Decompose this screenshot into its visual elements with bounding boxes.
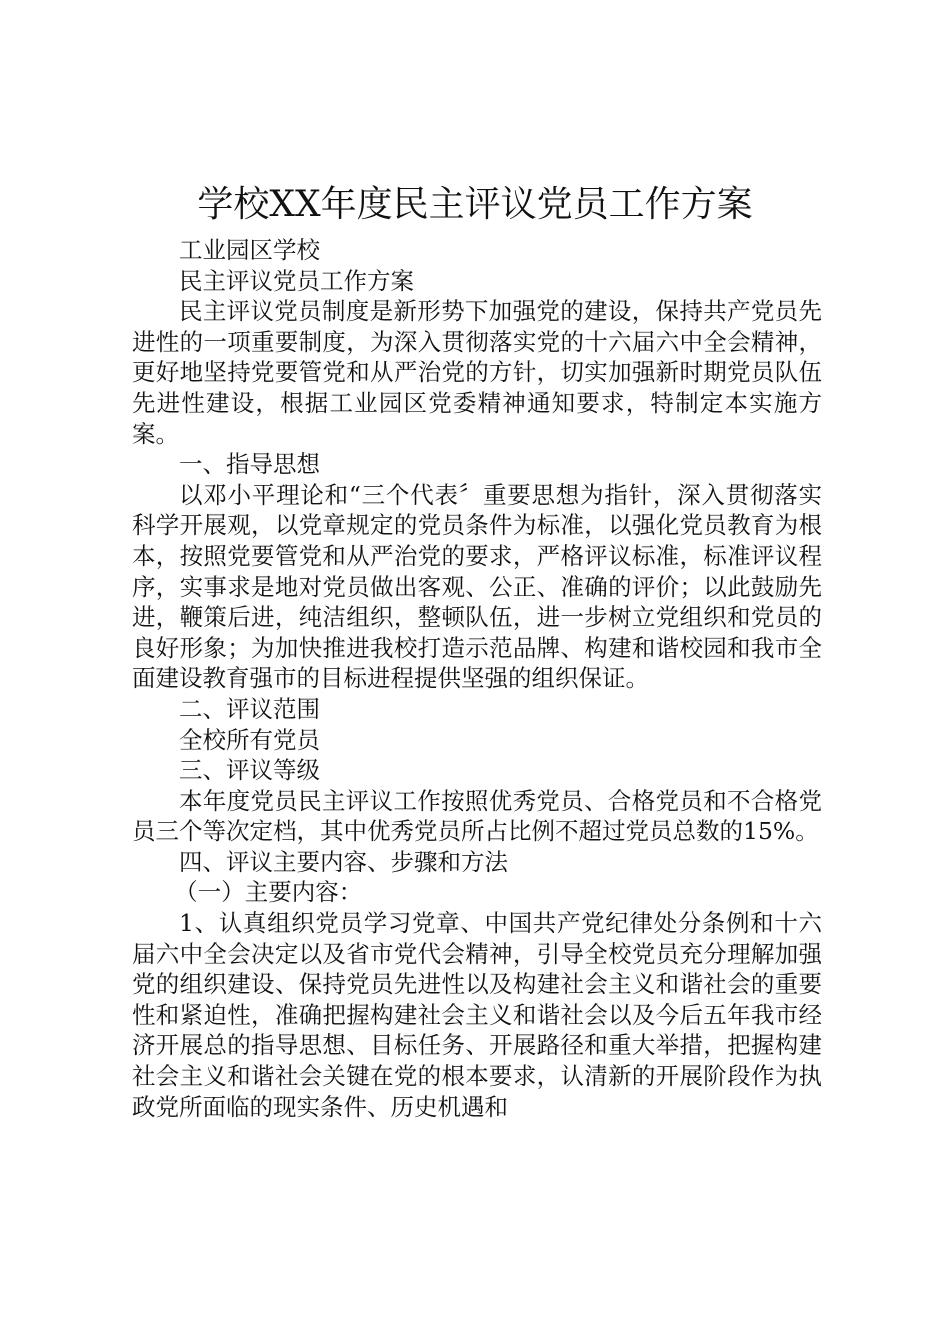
paragraph-item-1: 1、认真组织党员学习党章、中国共产党纪律处分条例和十六届六中全会决定以及省市党代会精神，引导全校党员充分理解加强党的组织建设、保持党员先进性以及构建社会主义和谐社会的重要性和紧迫性，准确把握构建社会主义和谐社会以及今后五年我市经济开展总的指导思想、目标任务、开展路径和重大举措，把握构建社会主义和谐社会关键在党的根本要求，认清新的开展阶段作为执政党所面临的现实条件、历史机遇和 [132,909,822,1121]
paragraph-school-name: 工业园区学校 [179,236,320,264]
paragraph-guiding-thought: 以邓小平理论和“三个代表〞重要思想为指针，深入贯彻落实科学开展观，以党章规定的党员条件为标准，以强化党员教育为根本，按照党要管党和从严治党的要求，严格评议标准，标准评议程序，实事求是地对党员做出客观、公正、准确的评价；以此鼓励先进，鞭策后进，纯洁组织，整顿队伍，进一步树立党组织和党员的良好形象；为加快推进我校打造示范品牌、构建和谐校园和我市全面建设教育强市的目标进程提供坚强的组织保证。 [132,480,822,693]
paragraph-scope: 全校所有党员 [179,725,320,754]
paragraph-intro: 民主评议党员制度是新形势下加强党的建设，保持共产党员先进性的一项重要制度，为深入贯彻落实党的十六届六中全会精神，更好地坚持党要管党和从严治党的方针，切实加强新时期党员队伍先进性建设，根据工业园区党委精神通知要求，特制定本实施方案。 [132,297,822,448]
heading-guiding-thought: 一、指导思想 [179,450,320,479]
heading-scope: 二、评议范围 [179,694,320,723]
document-body [132,235,822,1122]
paragraph-grades: 本年度党员民主评议工作按照优秀党员、合格党员和不合格党员三个等次定档，其中优秀党员所占比例不超过党员总数的15%。 [132,786,822,846]
subheading-main-content: （一）主要内容： [174,878,363,907]
document-title: 学校XX年度民主评议党员工作方案 [197,184,753,225]
heading-content-steps: 四、评议主要内容、步骤和方法 [179,847,508,876]
heading-grades: 三、评议等级 [179,756,320,785]
paragraph-plan-name: 民主评议党员工作方案 [179,266,414,295]
